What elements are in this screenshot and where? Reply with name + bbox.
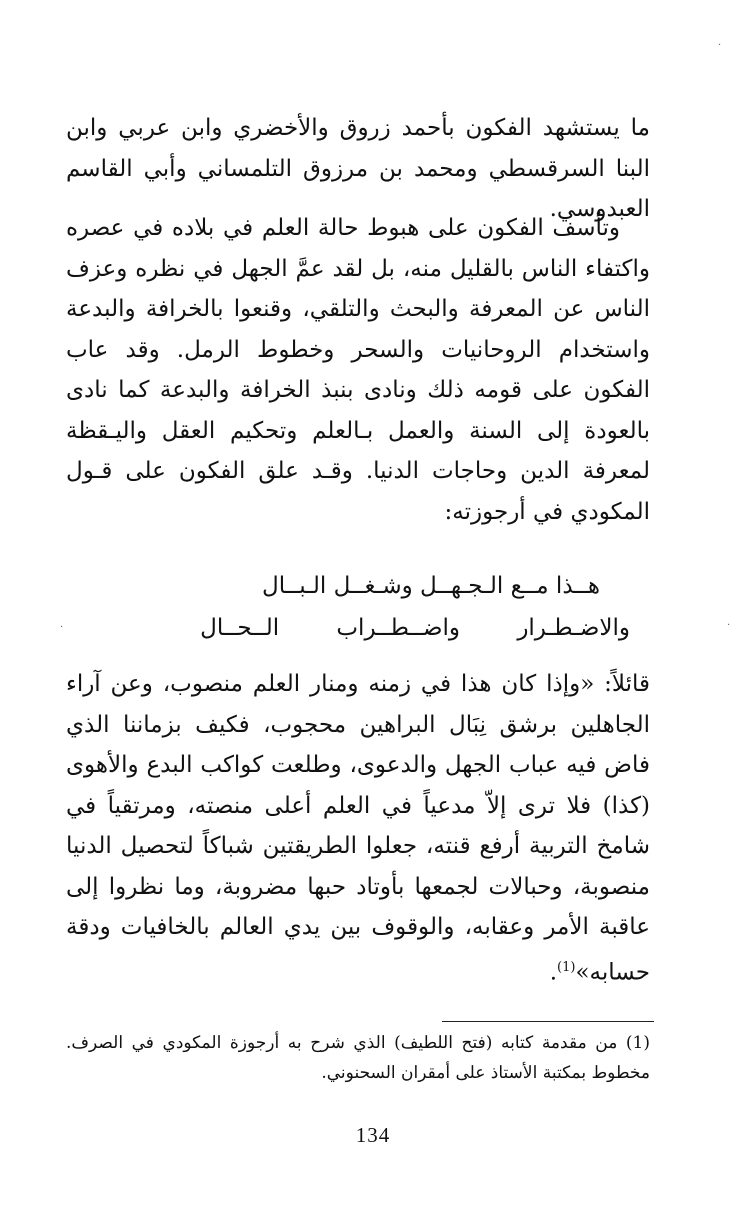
page-number: 134 (355, 1123, 391, 1147)
footnote: (1) من مقدمة كتابه (فتح اللطيف) الذي شرح به أرجوزة المكودي في الصرف. مخطوط بمكتبة الأستاذ على أمقران السحنوني. (66, 1033, 650, 1083)
footnote-divider (442, 1021, 654, 1022)
verse-word: واضــطــراب (336, 615, 460, 641)
verse-word: والاضـطـرار (517, 615, 630, 641)
scan-speck: · (60, 622, 64, 633)
period: . (549, 959, 557, 986)
scan-speck: · (727, 620, 731, 631)
verse-line-2 (90, 608, 630, 648)
paragraph-3 (66, 664, 650, 993)
verse-word: الــحــال (200, 615, 280, 641)
paragraph-1: ما يستشهد الفكون بأحمد زروق والأخضري وابن عربي وابن البنا السرقسطي ومحمد بن مرزوق التلمساني وأبي القاسم العبدوسي. (66, 115, 650, 222)
scan-speck: · (718, 40, 722, 51)
verse-line-1: هــذا مــع الـجـهــل وشـغــل الـبــال (262, 573, 600, 599)
footnote-reference: (1) (557, 959, 576, 975)
paragraph-3-text: قائلاً: «وإذا كان هذا في زمنه ومنار العلم منصوب، وعن آراء الجاهلين برشق نِبَال البراهين محجوب، فكيف بزماننا الذي فاض فيه عباب الجهل والدعوى، وطلعت كواكب البدع والأهوى (كذا) فلا ترى إلاّ مدعياً في العلم أعلى منصته، ومرتقياً في شامخ التربية أرفع قنته، جعلوا الطريقتين شباكاً لتحصيل الدنيا منصوبة، وحبالات لجمعها بأوتاد حبها مضروبة، وما نظروا إلى عاقبة الأمر وعقابه، والوقوف بين يدي العالم بالخافيات ودقة حسابه» (66, 671, 650, 986)
paragraph-2: وتأسف الفكون على هبوط حالة العلم في بلاده في عصره واكتفاء الناس بالقليل منه، بل لقد عمَّ الجهل في نظره وعزف الناس عن المعرفة والبحث والتلقي، وقنعوا بالخرافة والبدعة واستخدام الروحانيات والسحر وخطوط الرمل. وقد عاب الفكون على قومه ذلك ونادى بنبذ الخرافة والبدعة كما نادى بالعودة إلى السنة والعمل بـالعلم وتحكيم العقل واليـقظة لمعرفة الدين وحاجات الدنيا. وقـد علق الفكون على قـول المكودي في أرجوزته: (66, 215, 650, 525)
